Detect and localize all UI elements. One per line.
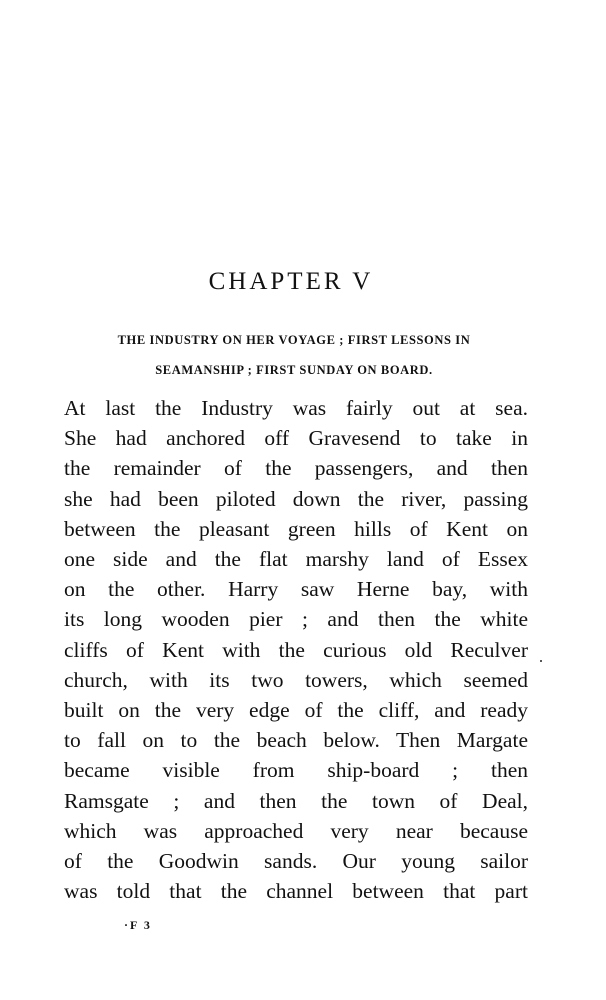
text-line: she had been piloted down the river, passing [64,486,528,511]
text-line: its long wooden pier ; and then the white [64,607,528,632]
signature-mark: ·F 3 [124,918,152,932]
chapter-subtitle-line: THE INDUSTRY ON HER VOYAGE ; FIRST LESSONS IN [117,333,471,347]
text-line: She had anchored off Gravesend to take in [64,426,528,451]
chapter-title: CHAPTER V [208,268,374,295]
ink-speck [540,660,542,662]
text-line: cliffs of Kent with the curious old Reculver [64,637,528,662]
text-line: became visible from ship-board ; then [64,758,528,783]
text-line: one side and the flat marshy land of Essex [64,547,528,572]
text-line: to fall on to the beach below. Then Margate [64,728,528,753]
text-line: the remainder of the passengers, and then [64,456,528,481]
signature-text: F 3 [130,918,152,932]
text-line: between the pleasant green hills of Kent on [64,516,528,541]
chapter-subtitle [62,325,526,385]
text-line: built on the very edge of the cliff, and ready [64,698,528,723]
text-line: At last the Industry was fairly out at sea. [64,396,528,420]
body-paragraph [64,393,528,906]
text-line: of the Goodwin sands. Our young sailor [64,849,528,874]
chapter-subtitle-line: SEAMANSHIP ; FIRST SUNDAY ON BOARD. [155,363,433,377]
text-line: church, with its two towers, which seemed [64,667,528,692]
text-line: was told that the channel between that part [64,879,528,904]
text-line: Ramsgate ; and then the town of Deal, [64,788,528,813]
text-line: on the other. Harry saw Herne bay, with [64,577,528,602]
text-line: which was approached very near because [64,818,528,843]
